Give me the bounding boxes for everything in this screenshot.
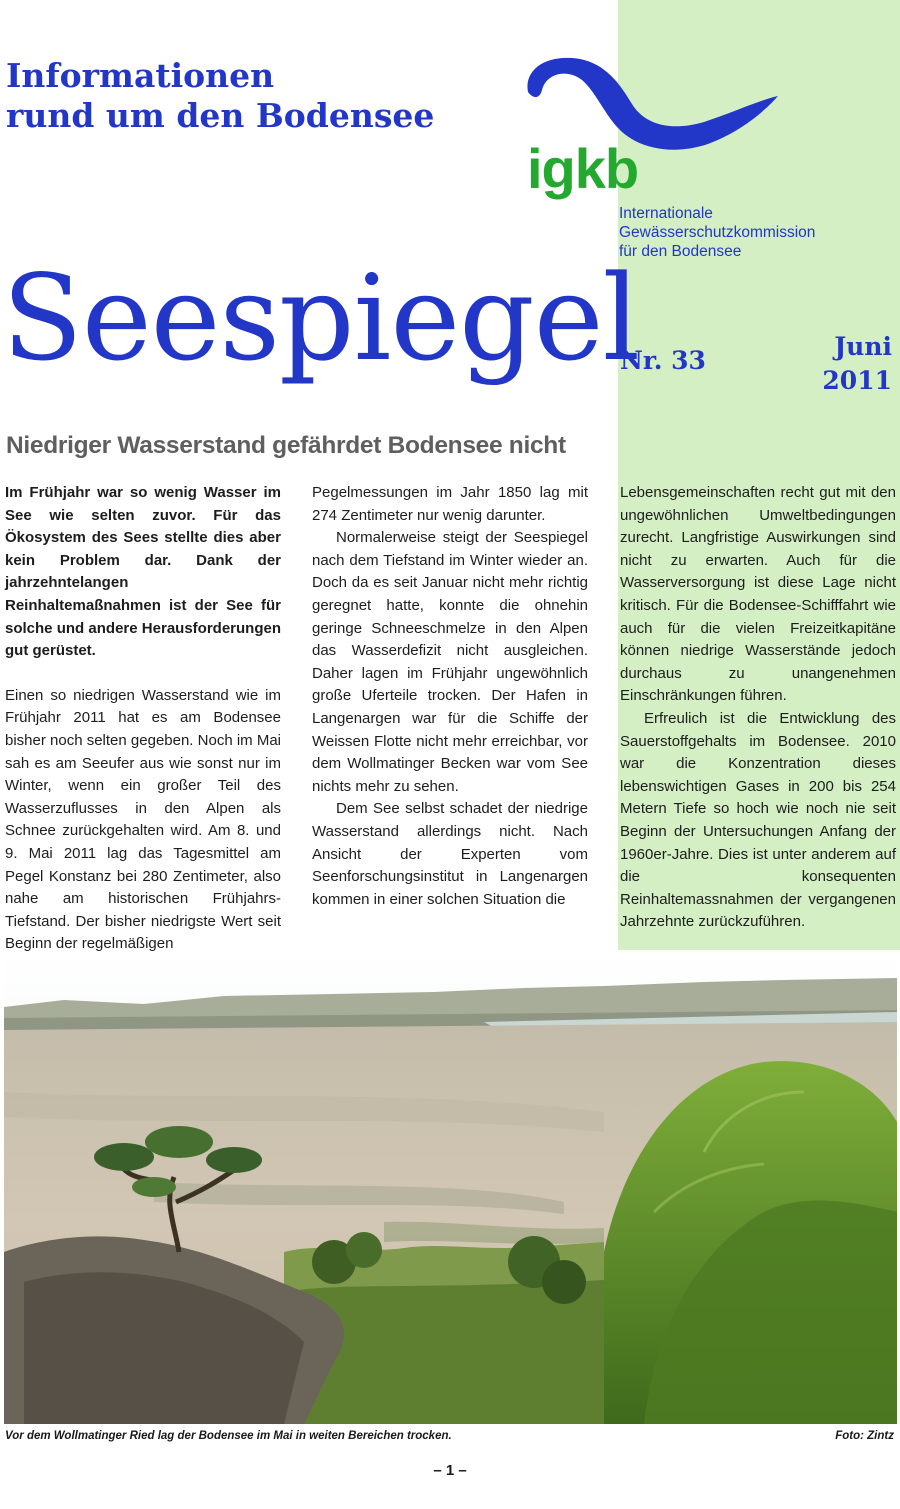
article-column-1	[5, 482, 281, 956]
article-paragraph: Lebensgemeinschaften recht gut mit den ungewöhnlichen Umweltbedingungen zurecht. Langfristige Auswirkungen sind nicht zu erwarten. Auch für die Wasserversorgung ist diese Lage nicht kritisch. Für die Bodensee-Schifffahrt wie auch für die vielen Freizeitkapitäne können niedrige Wasserstände jedoch durchaus zu unangenehmen Einschränkungen führen.	[620, 484, 896, 705]
article-paragraph: Einen so niedrigen Wasserstand wie im Frühjahr 2011 hat es am Bodensee bisher noch selten gegeben. Noch im Mai sah es am Seeufer aus wie sonst nur im Winter, wenn ein großer Teil des Wasserzuflusses in den Alpen als Schnee zurückgehalten wird. Am 8. und 9. Mai 2011 lag das Tagesmittel am Pegel Konstanz bei 280 Zentimeter, also nahe am historischen Frühjahrs-Tiefstand. Der bisher niedrigste Wert seit Beginn der regelmäßigen	[5, 686, 281, 953]
masthead-title: Seespiegel	[2, 249, 640, 387]
article-paragraph: Erfreulich ist die Entwicklung des Sauerstoffgehalts im Bodensee. 2010 war die Konzentration dieses lebenswichtigen Gases in 200 bis 254 Metern Tiefe so hoch wie noch nie seit Beginn der Untersuchungen Anfang der 1960er-Jahre. Dies ist unter anderem auf die konsequenten Reinhaltemassnahmen der vergangenen Jahrzehnte zurückzuführen.	[620, 709, 896, 931]
issue-number: Nr. 33	[620, 346, 706, 375]
article-column-2	[312, 482, 588, 911]
photo-credit: Foto: Zintz	[835, 1430, 894, 1442]
article-paragraph: Pegelmessungen im Jahr 1850 lag mit 274 Zentimeter nur wenig darunter.	[312, 484, 588, 524]
article-paragraph: Dem See selbst schadet der niedrige Wasserstand allerdings nicht. Nach Ansicht der Experten vom Seenforschungsinstitut in Langenargen kommen in einer solchen Situation die	[312, 800, 588, 908]
org-line3: für den Bodensee	[619, 243, 742, 260]
igkb-logo-text: igkb	[527, 137, 639, 200]
article-column-3	[620, 482, 896, 934]
photo-caption: Vor dem Wollmatinger Ried lag der Bodensee im Mai in weiten Bereichen trocken.	[5, 1430, 452, 1442]
tagline-line2: rund um den Bodensee	[6, 96, 435, 135]
org-line2: Gewässerschutzkommission	[619, 224, 816, 241]
org-line1: Internationale	[619, 205, 713, 222]
tagline-line1: Informationen	[6, 56, 275, 95]
header-tagline	[6, 56, 434, 136]
organization-name	[619, 204, 815, 261]
article-lead: Im Frühjahr war so wenig Wasser im See wie selten zuvor. Für das Ökosystem des Sees stellte dies aber kein Problem dar. Dank der jahrzehntelangen Reinhaltemaßnahmen ist der See für solche und andere Herausforderungen gut gerüstet.	[5, 484, 281, 660]
page-number: – 1 –	[433, 1462, 467, 1479]
issue-year: 2011	[822, 366, 892, 395]
article-headline: Niedriger Wasserstand gefährdet Bodensee nicht	[6, 432, 566, 459]
issue-month: Juni	[834, 332, 892, 361]
issue-date	[822, 330, 892, 398]
article-paragraph: Normalerweise steigt der Seespiegel nach dem Tiefstand im Winter wieder an. Doch da es seit Januar nicht mehr richtig geregnet hatte, konnte die ohnehin geringe Schneeschmelze in den Alpen das Wasserdefizit nicht ausgleichen. Daher lagen im Frühjahr ungewöhnlich große Uferteile trocken. Der Hafen in Langenargen war für die Schiffe der Weissen Flotte nicht mehr erreichbar, vor dem Wollmatinger Becken war vom See nichts mehr zu sehen.	[312, 529, 588, 795]
lake-photo	[4, 952, 897, 1424]
